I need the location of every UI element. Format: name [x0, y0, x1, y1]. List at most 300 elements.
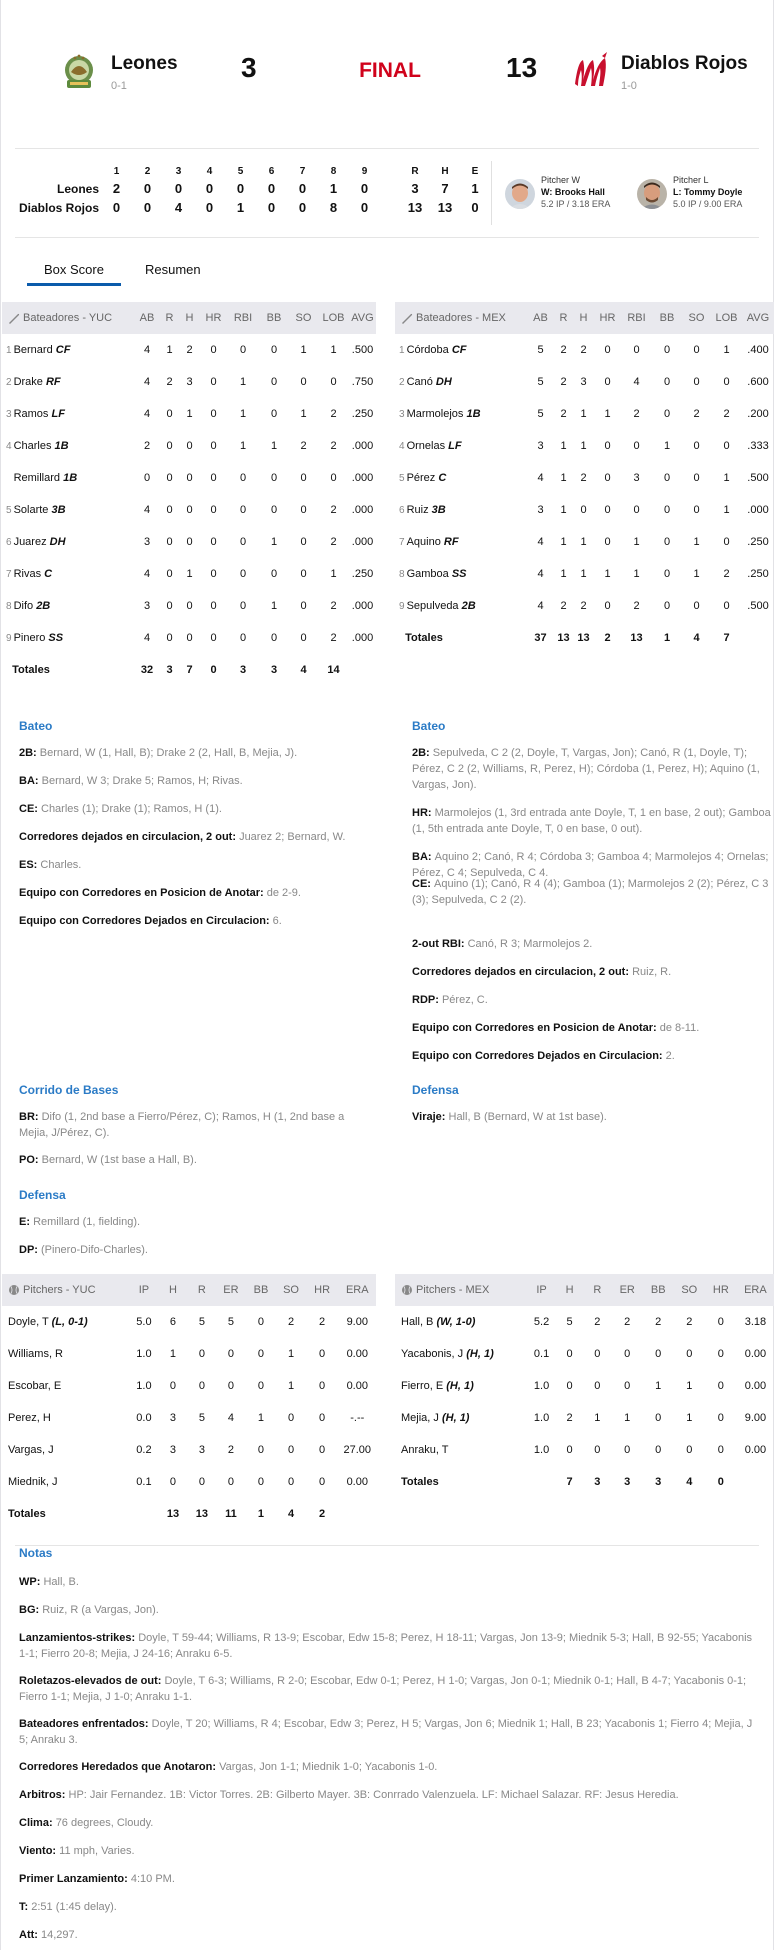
stat-cell: 0: [624, 1380, 631, 1392]
pitcher-name[interactable]: Escobar, E: [8, 1380, 62, 1392]
stat-cell: 0: [198, 1476, 205, 1488]
pitcher-row: [2, 1370, 376, 1402]
stat-cell: .200: [747, 408, 769, 420]
stat-cell: 0: [198, 1380, 205, 1392]
note-item: [19, 1787, 759, 1803]
linescore-table: [15, 163, 490, 217]
note-text: (Pinero-Difo-Charles).: [41, 1244, 148, 1256]
stat-cell: 0: [663, 504, 671, 516]
pitcher-row: [2, 1402, 376, 1434]
total-cell: 3: [594, 1476, 601, 1488]
stat-cell: 1: [580, 440, 587, 452]
batting-order: 6: [6, 537, 12, 548]
pitcher-cell: [2, 1306, 129, 1338]
batter-row: [2, 558, 376, 590]
stat-cell: 2: [624, 1316, 631, 1328]
batter-position: SS: [48, 632, 64, 644]
stat-cell: 0: [633, 344, 640, 356]
tab-box-score[interactable]: Box Score: [27, 262, 121, 286]
note-label: BR:: [19, 1111, 42, 1123]
stat-cell: 0: [693, 440, 700, 452]
stat-cell: 0.00: [346, 1476, 368, 1488]
inning-runs: 0: [298, 181, 307, 196]
stat-cell: 1: [580, 536, 587, 548]
total-hits: 7: [441, 181, 449, 196]
stat-cell: 9.00: [346, 1316, 368, 1328]
stat-cell: 0: [604, 600, 611, 612]
batting-order: 1: [399, 345, 405, 356]
stat-cell: 4: [227, 1412, 234, 1424]
note-item: [19, 1242, 364, 1258]
stat-cell: 4: [537, 472, 544, 484]
batter-cell: [2, 558, 134, 590]
batting-order: 5: [6, 505, 12, 516]
col-bb: BB: [652, 302, 682, 334]
stat-cell: .250: [351, 408, 374, 420]
total-cell: 7: [723, 632, 730, 644]
stat-cell: 1: [723, 344, 730, 356]
stat-cell: 0: [580, 504, 587, 516]
total-cell: 3: [239, 664, 247, 676]
note-text: Aquino (1); Canó, R 4 (4); Gamboa (1); Marmolejos 2 (2); Pérez, C 3 (3); Sepulveda, C 2 (2).: [412, 878, 769, 906]
pitching-title: Pitchers - MEX: [395, 1274, 527, 1306]
stat-cell: 0: [663, 472, 671, 484]
batter-position: LF: [448, 440, 462, 452]
inning-runs: 1: [329, 181, 338, 196]
stat-cell: 3: [537, 504, 544, 516]
linescore-divider: [491, 161, 492, 225]
stat-cell: 1: [239, 376, 247, 388]
totals-label: Totales: [8, 1508, 46, 1520]
note-text: 6.: [272, 915, 282, 927]
away-corrido-title: Corrido de Bases: [19, 1083, 119, 1097]
batter-name[interactable]: Drake: [13, 376, 46, 388]
stat-cell: 2: [330, 408, 337, 420]
pitcher-name[interactable]: Miednik, J: [8, 1476, 58, 1488]
away-defensa-title: Defensa: [19, 1188, 66, 1202]
stat-cell: 2: [330, 600, 337, 612]
stat-cell: 4: [143, 504, 151, 516]
note-item: [19, 1574, 759, 1590]
hits-header: H: [441, 165, 449, 177]
batter-row: [395, 462, 774, 494]
col-h: H: [179, 302, 200, 334]
diablos-rojos-logo[interactable]: [569, 50, 613, 94]
game-status: FINAL: [359, 59, 421, 82]
batter-position: DH: [435, 376, 452, 388]
batter-position: C: [438, 472, 447, 484]
total-cell: 0: [717, 1476, 724, 1488]
total-hits: 13: [437, 200, 453, 215]
batting-title: Bateadores - YUC: [2, 302, 134, 334]
stat-cell: .500: [747, 472, 769, 484]
stat-cell: 0: [239, 568, 247, 580]
pitcher-cell: [2, 1434, 129, 1466]
stat-cell: 2: [560, 600, 567, 612]
stat-cell: 0: [257, 1348, 265, 1360]
note-label: Equipo con Corredores en Posicion de Anotar:: [412, 1022, 660, 1034]
stat-cell: 1: [655, 1380, 662, 1392]
batter-position: C: [44, 568, 53, 580]
stat-cell: 0: [169, 1380, 177, 1392]
stat-cell: 0: [287, 1412, 295, 1424]
note-text: 2:51 (1:45 delay).: [31, 1901, 117, 1913]
pitcher-row: [2, 1434, 376, 1466]
note-label: CE:: [19, 803, 41, 815]
stat-cell: 0: [655, 1444, 662, 1456]
pitcher-name[interactable]: Williams, R: [8, 1348, 63, 1360]
stat-cell: 0: [319, 1348, 326, 1360]
pitcher-cell: [395, 1370, 527, 1402]
batter-row: [395, 366, 774, 398]
stat-cell: 1: [186, 408, 193, 420]
stat-cell: 0: [270, 376, 278, 388]
stat-cell: 2: [655, 1316, 662, 1328]
inning-header: 1: [113, 165, 120, 177]
batting-order: 9: [6, 633, 12, 644]
stat-cell: 0: [624, 1444, 631, 1456]
away-team-name[interactable]: Leones: [111, 53, 178, 74]
batter-name[interactable]: Córdoba: [406, 344, 452, 356]
note-item: [412, 745, 772, 793]
stat-cell: .333: [747, 440, 769, 452]
pitcher-name[interactable]: Mejia, J: [401, 1412, 442, 1424]
pitcher-name[interactable]: Vargas, J: [8, 1444, 54, 1456]
note-item: [412, 1109, 772, 1125]
note-text: Juarez 2; Bernard, W.: [239, 831, 346, 843]
stat-cell: 0: [239, 536, 247, 548]
stat-cell: 0: [723, 536, 730, 548]
stat-cell: 3.18: [744, 1316, 767, 1328]
note-item: [19, 1871, 759, 1887]
stat-cell: .000: [351, 440, 374, 452]
batter-cell: [395, 430, 527, 462]
notas-title: Notas: [19, 1546, 53, 1560]
stat-cell: 2: [723, 568, 730, 580]
batter-name[interactable]: Ramos: [13, 408, 52, 420]
stat-cell: 0: [693, 472, 700, 484]
stat-cell: 0: [330, 376, 337, 388]
note-text: Bernard, W (1st base a Hall, B).: [41, 1154, 197, 1166]
stat-cell: 1: [693, 536, 700, 548]
losing-pitcher-name[interactable]: L: Tommy Doyle: [673, 187, 743, 197]
note-label: Viento:: [19, 1845, 60, 1857]
stat-cell: 2: [227, 1444, 234, 1456]
stat-cell: 0: [270, 568, 278, 580]
stat-cell: 0: [186, 536, 193, 548]
batting-table-away: [2, 302, 376, 686]
col-ab: AB: [527, 302, 554, 334]
batting-title: Bateadores - MEX: [395, 302, 527, 334]
stat-cell: .600: [747, 376, 769, 388]
stat-cell: 1: [186, 568, 193, 580]
batter-row: [395, 334, 774, 366]
stat-cell: 0: [210, 600, 217, 612]
pitcher-cell: [2, 1402, 129, 1434]
batter-position: LF: [51, 408, 65, 420]
note-item: [19, 1152, 364, 1168]
batter-position: 3B: [51, 504, 66, 516]
batter-name[interactable]: Bernard: [13, 344, 56, 356]
note-item: [19, 913, 364, 929]
note-label: HR:: [412, 807, 435, 819]
pitcher-cell: [2, 1338, 129, 1370]
note-item: [19, 1109, 364, 1141]
stat-cell: 0: [566, 1348, 573, 1360]
note-text: Hall, B.: [43, 1576, 79, 1588]
col-hr: HR: [200, 302, 227, 334]
total-cell: 2: [604, 632, 611, 644]
batter-row: [2, 366, 376, 398]
batter-name[interactable]: Difo: [13, 600, 37, 612]
stat-cell: 1: [270, 536, 278, 548]
stat-cell: 4: [537, 568, 544, 580]
stat-cell: 3: [143, 600, 151, 612]
totals-row: [2, 1498, 376, 1530]
stat-cell: -.--: [350, 1412, 365, 1424]
batter-name[interactable]: Solarte: [13, 504, 52, 516]
batter-position: 1B: [466, 408, 481, 420]
batter-name[interactable]: Gamboa: [406, 568, 452, 580]
winning-pitcher-name[interactable]: W: Brooks Hall: [541, 187, 605, 197]
winning-pitcher-stats: 5.2 IP / 3.18 ERA: [541, 199, 611, 209]
batter-cell: [2, 430, 134, 462]
stat-cell: 2: [560, 376, 567, 388]
stat-cell: 0: [663, 536, 671, 548]
note-text: Marmolejos (1, 3rd entrada ante Doyle, T, 1 en base, 2 out); Gamboa (1, 5th entrada ante Doyle, T, 0 en base, 0 out).: [412, 807, 771, 835]
note-text: Bernard, W 3; Drake 5; Ramos, H; Rivas.: [41, 775, 243, 787]
stat-cell: 0: [686, 1444, 693, 1456]
stat-cell: 1: [560, 472, 567, 484]
batter-name[interactable]: Sepulveda: [406, 600, 462, 612]
note-item: [19, 773, 364, 789]
stat-cell: 1: [624, 1412, 631, 1424]
total-cell: 4: [287, 1508, 295, 1520]
stat-cell: 0: [270, 632, 278, 644]
totals-label: Totales: [399, 632, 443, 644]
pitcher-name[interactable]: Doyle, T: [8, 1316, 52, 1328]
note-label: BG:: [19, 1604, 43, 1616]
total-cell: 32: [140, 664, 154, 676]
stat-cell: 0: [663, 600, 671, 612]
pitcher-name[interactable]: Yacabonis, J: [401, 1348, 467, 1360]
stat-cell: 0: [300, 632, 307, 644]
batter-name[interactable]: Marmolejos: [406, 408, 467, 420]
stat-cell: 0: [717, 1316, 724, 1328]
note-text: Doyle, T 59-44; Williams, R 13-9; Escobar, Edw 15-8; Perez, H 18-11; Vargas, Jon 13-9; Miednik 5-3; Hall, B 92-55; Yacabonis 1-1; Fierro 20-8; Mejia, J 24-16; Anraku 6-5.: [19, 1632, 753, 1660]
total-cell: [349, 654, 376, 686]
batter-name[interactable]: Ornelas: [406, 440, 449, 452]
stat-cell: 1: [330, 344, 337, 356]
batter-row: [395, 526, 774, 558]
stat-cell: 0: [604, 344, 611, 356]
linescore-team: Leones: [56, 181, 99, 196]
stat-cell: 0: [594, 1348, 601, 1360]
stat-cell: 0: [210, 344, 217, 356]
total-cell: 37: [534, 632, 547, 644]
stat-cell: .250: [747, 568, 769, 580]
batter-cell: [2, 526, 134, 558]
stat-cell: 1: [300, 408, 307, 420]
note-label: Lanzamientos-strikes:: [19, 1632, 139, 1644]
leones-logo[interactable]: [57, 50, 101, 94]
batter-name[interactable]: Rivas: [13, 568, 45, 580]
batter-name[interactable]: Pérez: [406, 472, 439, 484]
stat-cell: 0: [633, 504, 640, 516]
batter-cell: [2, 398, 134, 430]
inning-runs: 0: [143, 181, 152, 196]
col-r: R: [583, 1274, 612, 1306]
pitcher-decision: (W, 1-0): [436, 1316, 476, 1328]
stat-cell: 0: [227, 1476, 234, 1488]
stat-cell: 0: [604, 376, 611, 388]
stat-cell: 0: [257, 1476, 265, 1488]
stat-cell: 2: [686, 1316, 693, 1328]
away-team-record: 0-1: [111, 80, 127, 92]
stat-cell: 3: [186, 376, 193, 388]
inning-runs: 0: [360, 181, 369, 196]
stat-cell: .000: [351, 600, 374, 612]
stat-cell: 0: [166, 600, 173, 612]
stat-cell: .000: [351, 536, 374, 548]
batter-cell: [395, 462, 527, 494]
stat-cell: 0: [655, 1348, 662, 1360]
stat-cell: 2: [300, 440, 307, 452]
note-label: Equipo con Corredores en Posicion de Anotar:: [19, 887, 267, 899]
batting-order: 8: [399, 569, 405, 580]
note-item: [412, 964, 772, 980]
stat-cell: 0: [693, 344, 700, 356]
stat-cell: 2: [319, 1316, 326, 1328]
stat-cell: 0: [655, 1412, 662, 1424]
away-score: 3: [241, 52, 257, 83]
losing-pitcher-avatar: [637, 179, 667, 209]
stat-cell: 2: [580, 344, 587, 356]
col-hr: HR: [306, 1274, 339, 1306]
batter-row: [395, 558, 774, 590]
stat-cell: 1.0: [533, 1444, 550, 1456]
stat-cell: 1: [723, 472, 730, 484]
batter-position: RF: [443, 536, 459, 548]
stat-cell: 0: [287, 1444, 295, 1456]
col-era: ERA: [737, 1274, 774, 1306]
batter-name[interactable]: Aquino: [406, 536, 444, 548]
stat-cell: 0: [227, 1380, 234, 1392]
stat-cell: 1: [257, 1412, 265, 1424]
stat-cell: 0: [693, 600, 700, 612]
stat-cell: 0.2: [136, 1444, 152, 1456]
stat-cell: 0: [166, 536, 173, 548]
pitcher-name[interactable]: Perez, H: [8, 1412, 51, 1424]
stat-cell: 1: [594, 1412, 601, 1424]
pitcher-row: [395, 1338, 774, 1370]
batting-order: 2: [399, 377, 405, 388]
pitcher-row: [2, 1338, 376, 1370]
stat-cell: 0: [604, 472, 611, 484]
total-errors: 1: [471, 181, 479, 196]
batter-name[interactable]: Juarez: [13, 536, 50, 548]
inning-runs: 0: [267, 181, 276, 196]
batter-name[interactable]: Remillard: [13, 472, 64, 484]
stat-cell: 0: [594, 1444, 601, 1456]
batter-cell: [2, 622, 134, 654]
batting-order: 3: [399, 409, 405, 420]
stat-cell: 0: [186, 632, 193, 644]
total-cell: [527, 1466, 556, 1498]
inning-header: 6: [268, 165, 275, 177]
stat-cell: 2: [580, 472, 587, 484]
stat-cell: 0: [693, 504, 700, 516]
stat-cell: 1: [239, 440, 247, 452]
stat-cell: 0: [319, 1380, 326, 1392]
batter-name[interactable]: Charles: [13, 440, 55, 452]
batter-name[interactable]: Pinero: [13, 632, 49, 644]
note-item: [19, 1927, 759, 1943]
stat-cell: 0: [663, 376, 671, 388]
stat-cell: 2: [166, 376, 173, 388]
col-so: SO: [682, 302, 711, 334]
pitcher-cell: [395, 1402, 527, 1434]
home-team-name[interactable]: Diablos Rojos: [621, 53, 748, 74]
col-er: ER: [612, 1274, 643, 1306]
note-text: Vargas, Jon 1-1; Miednik 1-0; Yacabonis 1-0.: [219, 1761, 438, 1773]
pitcher-decision: (H, 1): [441, 1412, 470, 1424]
batter-cell: [2, 494, 134, 526]
batter-name[interactable]: Ruiz: [406, 504, 432, 516]
note-label: PO:: [19, 1154, 42, 1166]
stat-cell: 1: [560, 568, 567, 580]
stat-cell: 1: [560, 504, 567, 516]
batter-position: 1B: [54, 440, 69, 452]
batter-name[interactable]: Canó: [406, 376, 436, 388]
stat-cell: 9.00: [744, 1412, 767, 1424]
inning-runs: 0: [174, 181, 183, 196]
stat-cell: 1: [686, 1380, 693, 1392]
stat-cell: 0.1: [533, 1348, 550, 1360]
note-item: [19, 885, 364, 901]
stat-cell: 0.0: [136, 1412, 152, 1424]
batting-order: [6, 473, 12, 484]
stat-cell: 4: [143, 408, 151, 420]
col-hr: HR: [594, 302, 621, 334]
tab-resumen[interactable]: Resumen: [145, 262, 201, 277]
stat-cell: 0: [300, 600, 307, 612]
note-label: Roletazos-elevados de out:: [19, 1675, 165, 1687]
note-text: Ruiz, R.: [632, 966, 672, 978]
stat-cell: 0: [270, 472, 278, 484]
stat-cell: .500: [351, 344, 374, 356]
pitcher-name[interactable]: Fierro, E: [401, 1380, 447, 1392]
col-so: SO: [276, 1274, 305, 1306]
stat-cell: 0: [319, 1412, 326, 1424]
stat-cell: 2: [723, 408, 730, 420]
note-item: [19, 745, 364, 761]
batting-order: 3: [6, 409, 12, 420]
col-r: R: [187, 1274, 216, 1306]
stat-cell: 5: [198, 1412, 205, 1424]
pitcher-name[interactable]: Hall, B: [401, 1316, 437, 1328]
batter-row: [395, 590, 774, 622]
stat-cell: .500: [747, 600, 769, 612]
linescore: [15, 148, 759, 238]
stat-cell: .250: [747, 536, 769, 548]
col-avg: AVG: [349, 302, 376, 334]
home-defensa-title: Defensa: [412, 1083, 459, 1097]
batting-order: 5: [399, 473, 405, 484]
col-er: ER: [216, 1274, 245, 1306]
stat-cell: 0: [604, 536, 611, 548]
pitcher-name[interactable]: Anraku, T: [401, 1444, 449, 1456]
